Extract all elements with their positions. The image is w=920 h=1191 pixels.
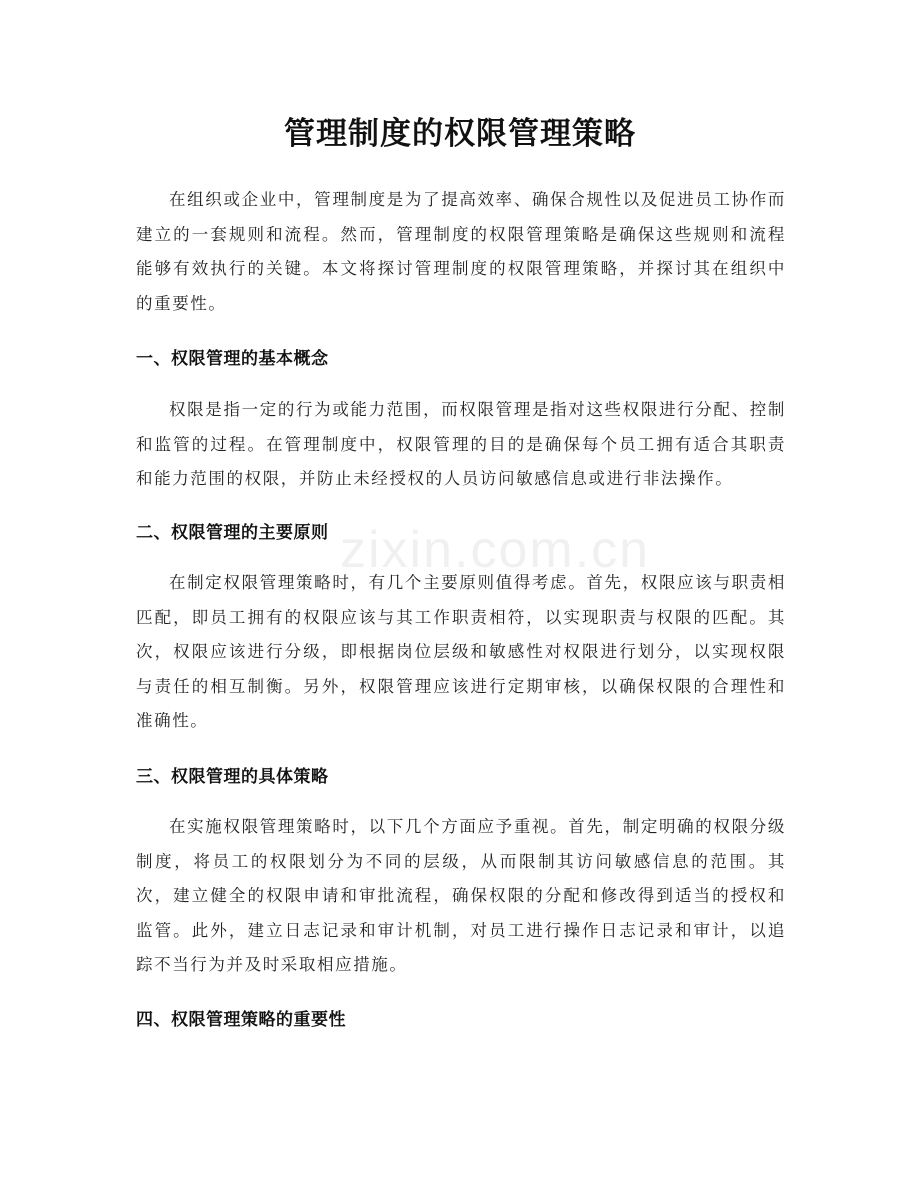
intro-paragraph: 在组织或企业中，管理制度是为了提高效率、确保合规性以及促进员工协作而建立的一套规则和流程。然而，管理制度的权限管理策略是确保这些规则和流程能够有效执行的关键。本文将探讨管理制度的权限管理策略，并探讨其在组织中的重要性。	[136, 190, 786, 313]
section-body-1: 权限是指一定的行为或能力范围，而权限管理是指对这些权限进行分配、控制和监管的过程。在管理制度中，权限管理的目的是确保每个员工拥有适合其职责和能力范围的权限，并防止未经授权的人员访问敏感信息或进行非法操作。	[136, 400, 786, 488]
page-title: 管理制度的权限管理策略	[284, 116, 636, 152]
section-heading-4: 四、权限管理策略的重要性	[136, 1010, 346, 1030]
section-heading-3: 三、权限管理的具体策略	[136, 767, 329, 787]
section-body-3: 在实施权限管理策略时，以下几个方面应予重视。首先，制定明确的权限分级制度，将员工的权限划分为不同的层级，从而限制其访问敏感信息的范围。其次，建立健全的权限申请和审批流程，确保权限的分配和修改得到适当的授权和监管。此外，建立日志记录和审计机制，对员工进行操作日志记录和审计，以追踪不当行为并及时采取相应措施。	[136, 817, 786, 974]
section-heading-1: 一、权限管理的基本概念	[136, 349, 329, 369]
section-body-2: 在制定权限管理策略时，有几个主要原则值得考虑。首先，权限应该与职责相匹配，即员工拥有的权限应该与其工作职责相符，以实现职责与权限的匹配。其次，权限应该进行分级，即根据岗位层级和敏感性对权限进行划分，以实现权限与责任的相互制衡。另外，权限管理应该进行定期审核，以确保权限的合理性和准确性。	[136, 573, 786, 730]
watermark: zixin.com.cn	[340, 521, 651, 579]
section-heading-2: 二、权限管理的主要原则	[136, 523, 329, 543]
